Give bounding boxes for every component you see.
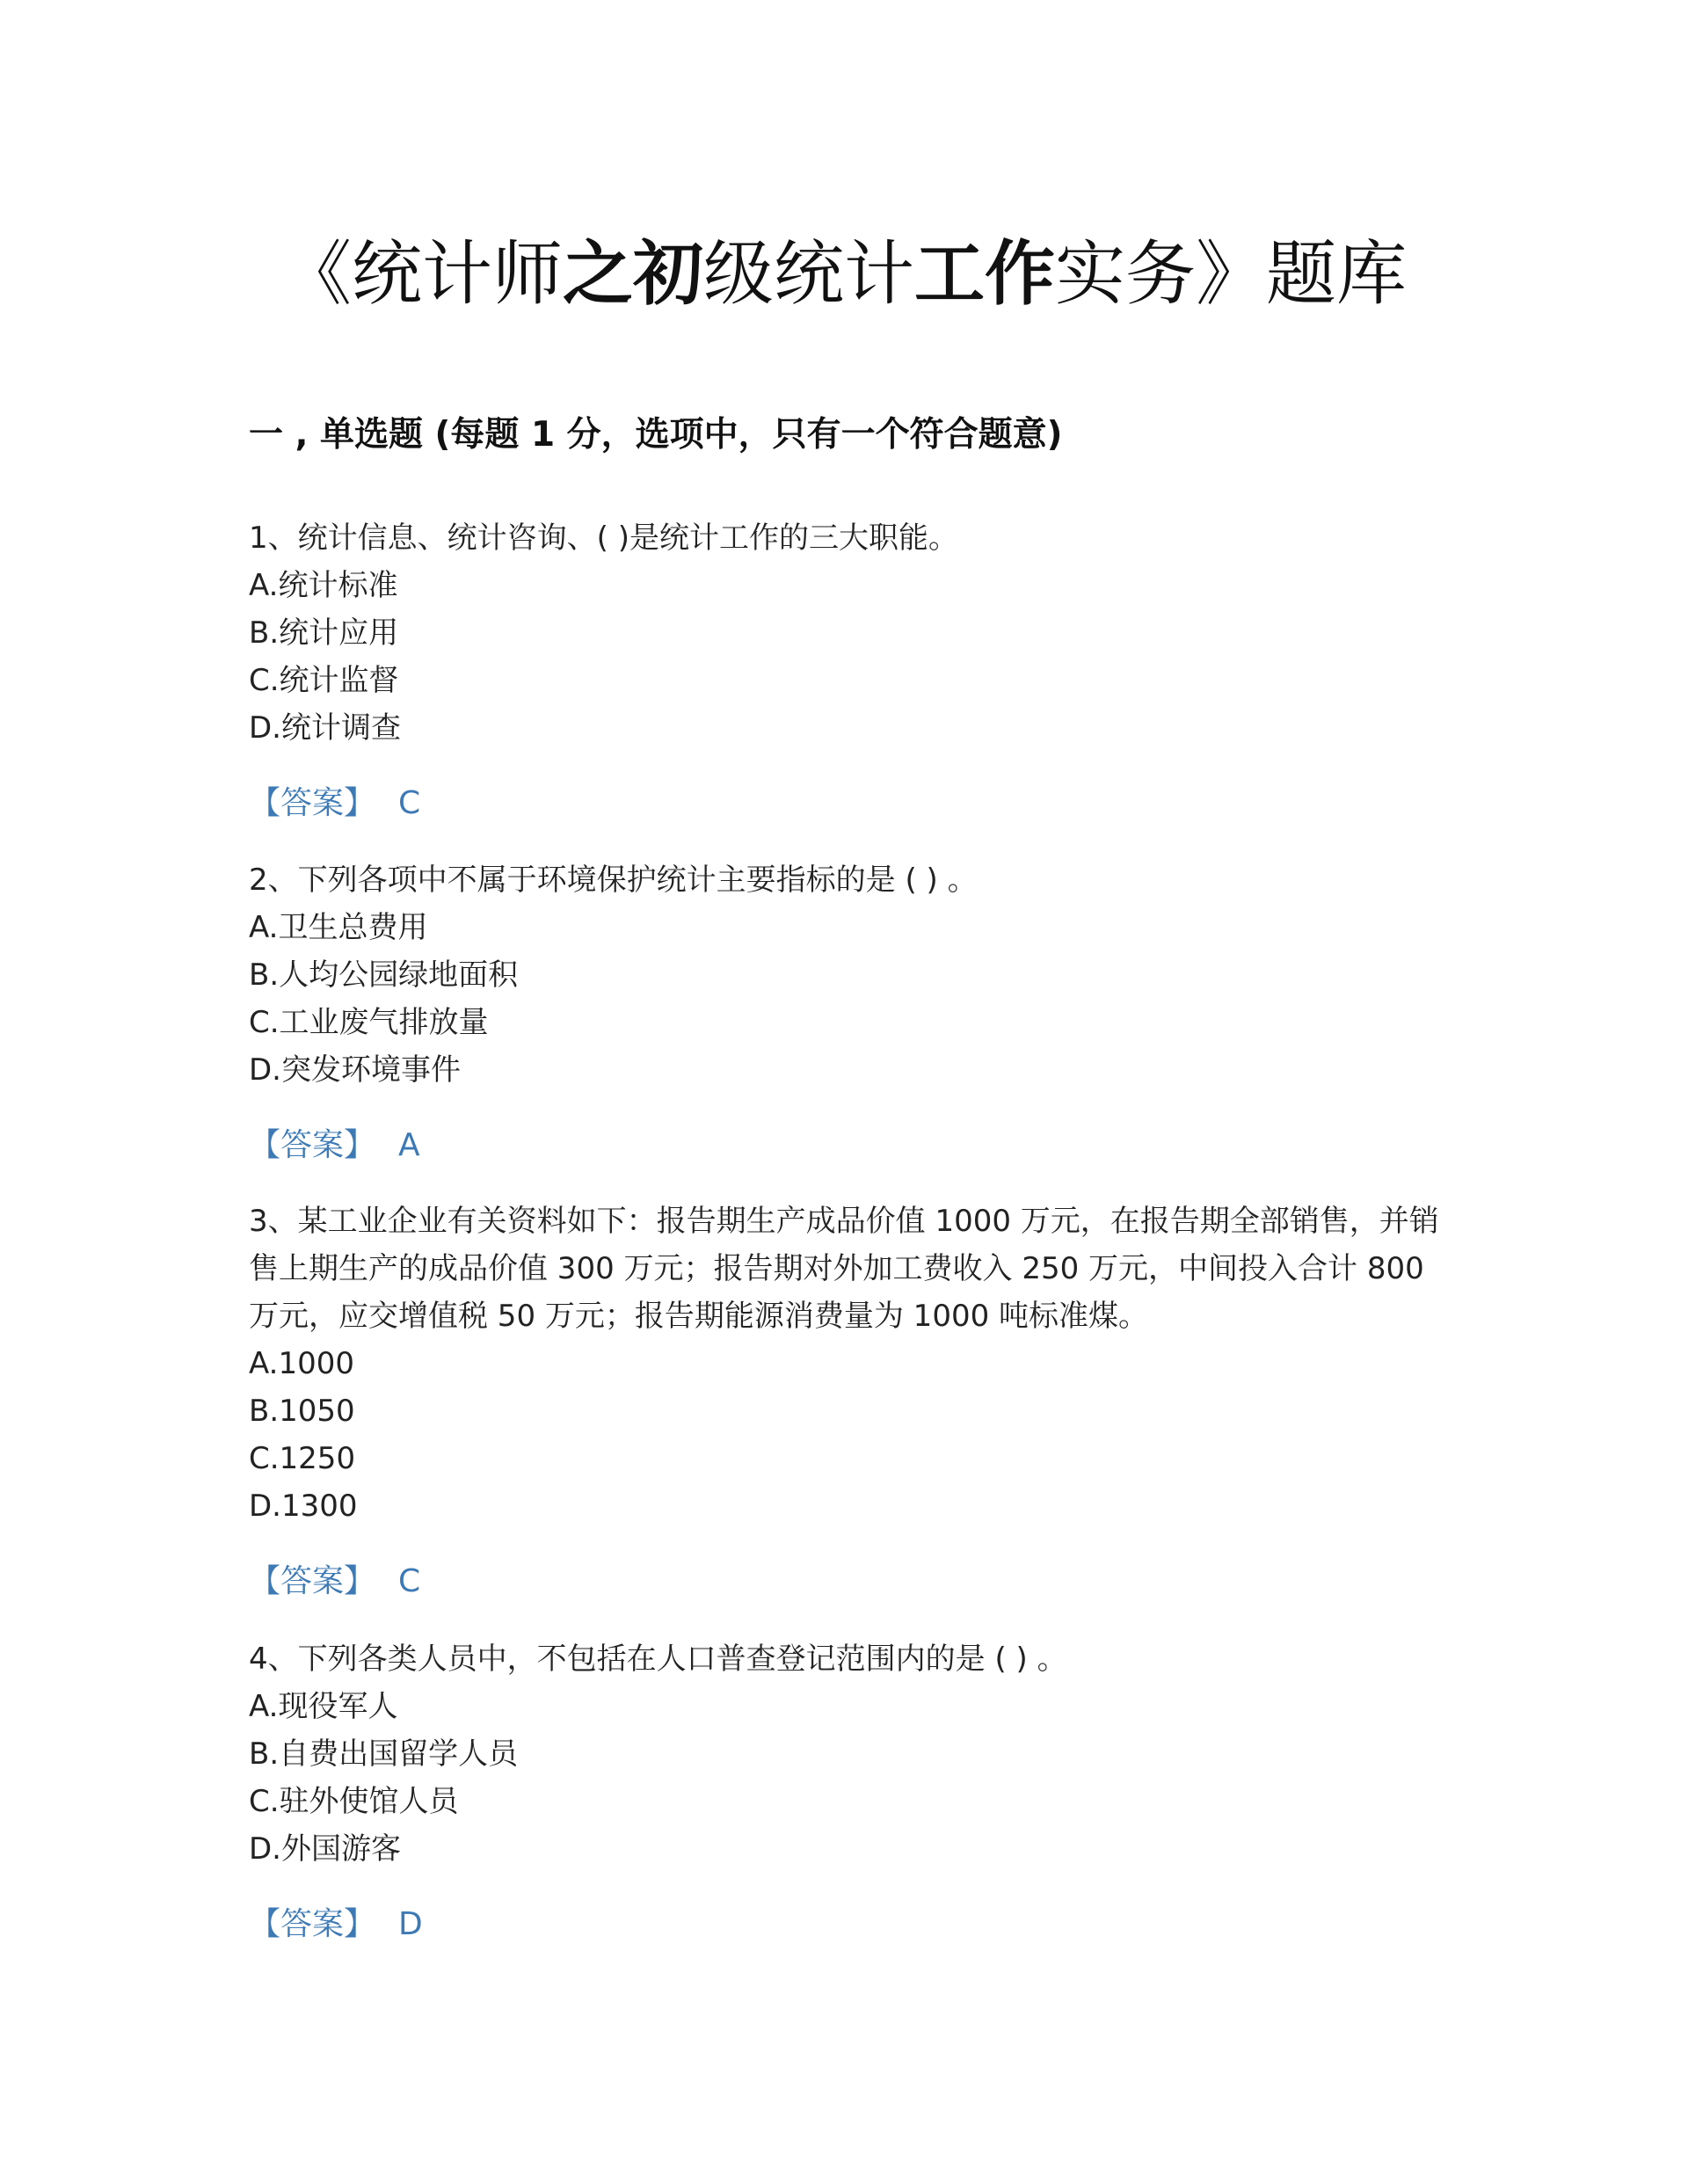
answer-line <box>249 1558 1444 1605</box>
answer-line <box>249 1122 1444 1169</box>
question-4 <box>249 1635 1444 1948</box>
answer-label: 【答案】 <box>249 785 376 821</box>
answer-value: D <box>398 1906 423 1942</box>
option-c: C.统计监督 <box>249 663 399 698</box>
option-a: A.现役军人 <box>249 1689 398 1724</box>
question-stem: 3、某工业企业有关资料如下：报告期生产成品价值 1000 万元，在报告期全部销售，并销售上期生产的成品价值 300 万元；报告期对外加工费收入 250 万元，中间投入合计 800 万元，应交增值税 50 万元；报告期能源消费量为 1000 吨标准煤。 <box>249 1204 1439 1334</box>
option-d: D.1300 <box>249 1489 358 1524</box>
question-stem: 4、下列各类人员中，不包括在人口普查登记范围内的是 ( ) 。 <box>249 1642 1067 1677</box>
title-part: 之初 <box>563 233 703 315</box>
answer-label: 【答案】 <box>249 1127 376 1163</box>
option-b: B.自费出国留学人员 <box>249 1736 519 1772</box>
option-a: A.统计标准 <box>249 568 398 603</box>
answer-label: 【答案】 <box>249 1563 376 1599</box>
option-a: A.1000 <box>249 1346 354 1381</box>
title-part: 实务》题库 <box>1055 233 1407 315</box>
answer-value: C <box>398 1563 421 1599</box>
option-c: C.1250 <box>249 1441 356 1476</box>
option-a: A.卫生总费用 <box>249 910 428 945</box>
question-2 <box>249 856 1444 1169</box>
answer-line <box>249 1901 1444 1948</box>
answer-label: 【答案】 <box>249 1906 376 1942</box>
section-heading: 一 , 单选题 (每题 1 分，选项中，只有一个符合题意) <box>249 415 1063 455</box>
option-b: B.人均公园绿地面积 <box>249 957 519 993</box>
option-b: B.统计应用 <box>249 615 399 651</box>
question-1 <box>249 514 1444 827</box>
title-part: 级统计 <box>703 233 914 315</box>
title-part: 《统计师 <box>281 233 563 315</box>
option-d: D.突发环境事件 <box>249 1052 461 1088</box>
option-c: C.驻外使馆人员 <box>249 1784 459 1819</box>
title-part: 工作 <box>914 233 1055 315</box>
option-c: C.工业废气排放量 <box>249 1005 489 1040</box>
document-title <box>0 230 1688 318</box>
question-stem: 1、统计信息、统计咨询、( )是统计工作的三大职能。 <box>249 521 958 556</box>
option-d: D.统计调查 <box>249 710 401 746</box>
answer-value: A <box>398 1127 420 1163</box>
answer-line <box>249 780 1444 827</box>
option-d: D.外国游客 <box>249 1831 401 1867</box>
option-b: B.1050 <box>249 1394 355 1429</box>
question-3 <box>249 1198 1444 1605</box>
answer-value: C <box>398 785 421 821</box>
question-stem: 2、下列各项中不属于环境保护统计主要指标的是 ( ) 。 <box>249 863 978 898</box>
